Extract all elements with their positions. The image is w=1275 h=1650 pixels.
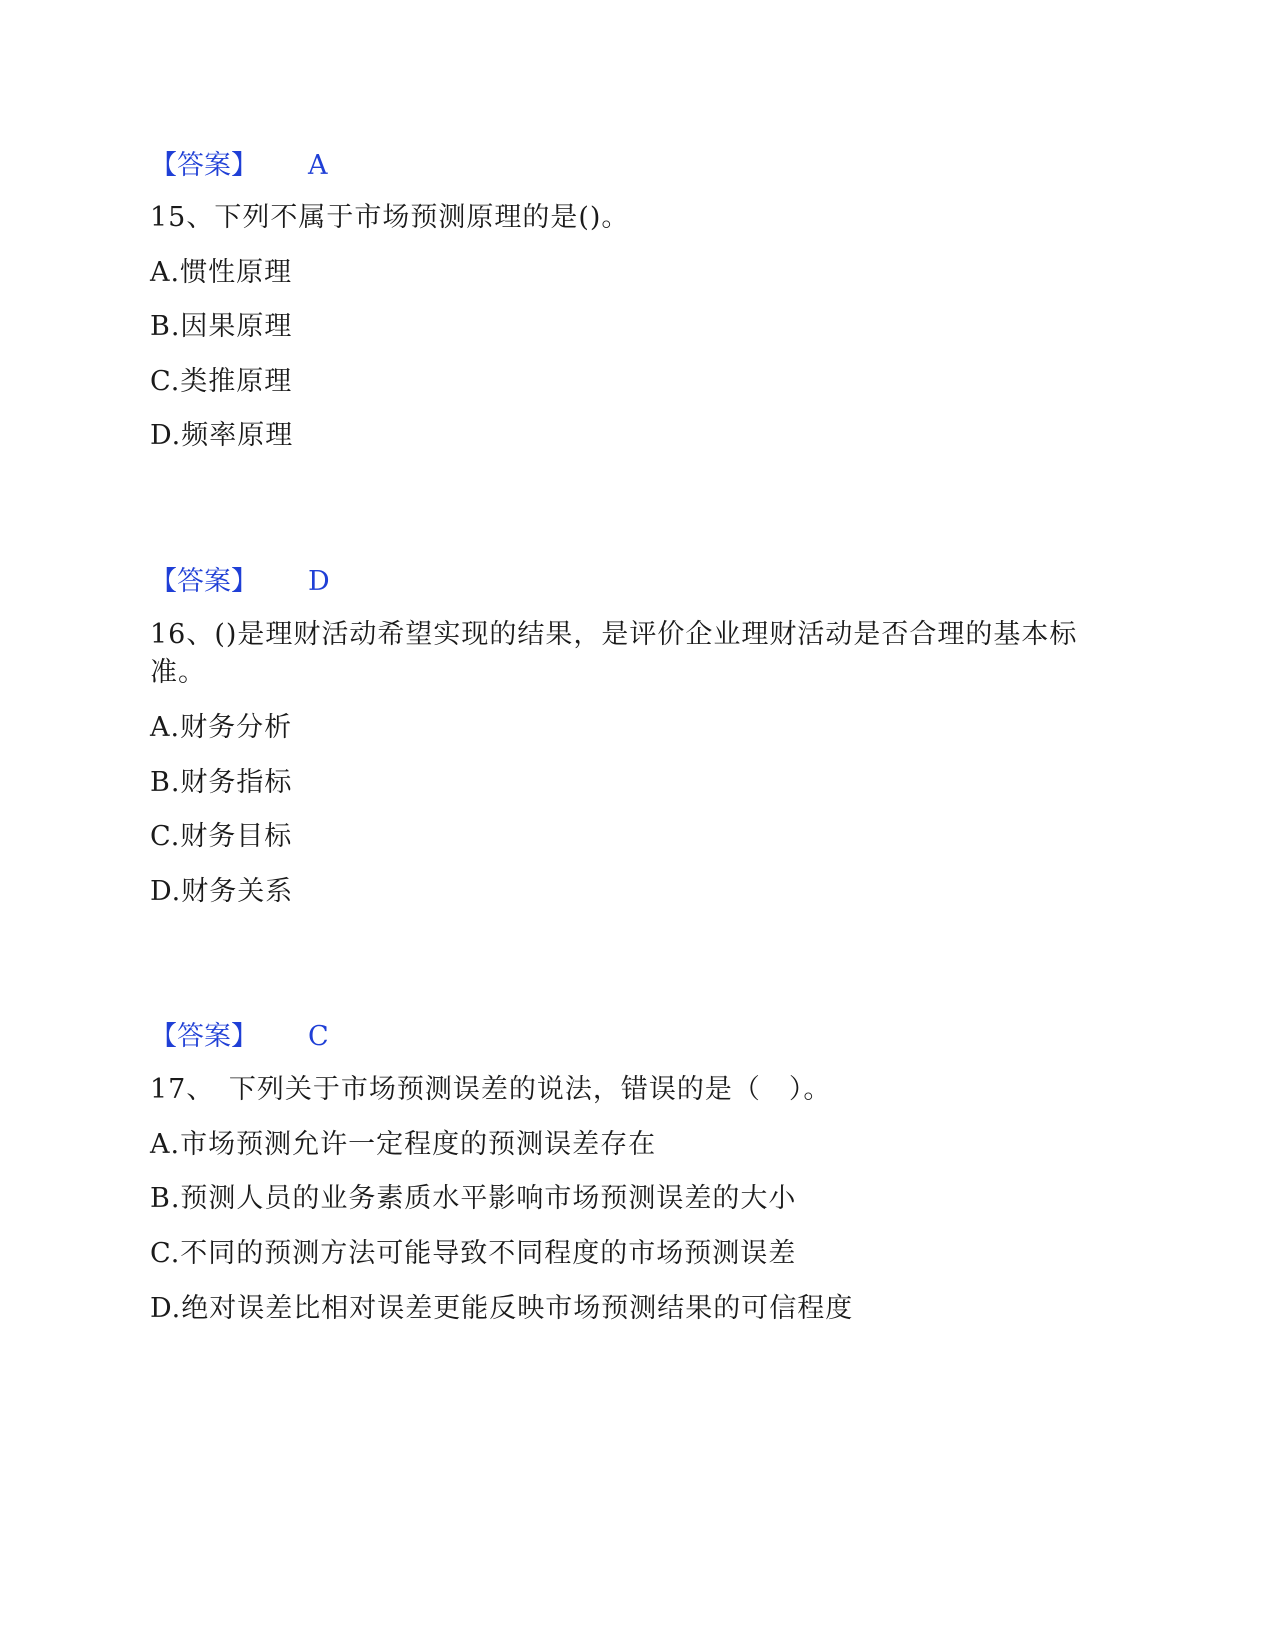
question-15: 15、下列不属于市场预测原理的是()。 xyxy=(150,202,630,233)
question-17: 17、 下列关于市场预测误差的说法，错误的是（ ）。 xyxy=(150,1074,832,1105)
option-a: A.惯性原理 xyxy=(150,257,293,288)
option-a: A.财务分析 xyxy=(150,712,293,743)
answer-line xyxy=(150,146,328,186)
option-b: B.预测人员的业务素质水平影响市场预测误差的大小 xyxy=(150,1183,797,1214)
option-a: A.市场预测允许一定程度的预测误差存在 xyxy=(150,1129,657,1160)
option-d: D.财务关系 xyxy=(150,876,294,907)
answer-label: 【答案】 xyxy=(150,150,258,181)
question-16-line2: 准。 xyxy=(150,657,206,688)
answer-label: 【答案】 xyxy=(150,1021,258,1052)
option-b: B.财务指标 xyxy=(150,767,293,798)
option-c: C.类推原理 xyxy=(150,366,293,397)
answer-line xyxy=(150,1017,329,1057)
option-d: D.频率原理 xyxy=(150,420,294,451)
question-16-line1: 16、()是理财活动希望实现的结果，是评价企业理财活动是否合理的基本标 xyxy=(150,619,1078,650)
answer-label: 【答案】 xyxy=(150,566,258,597)
option-d: D.绝对误差比相对误差更能反映市场预测结果的可信程度 xyxy=(150,1293,854,1324)
answer-letter: C xyxy=(308,1021,329,1052)
option-c: C.不同的预测方法可能导致不同程度的市场预测误差 xyxy=(150,1238,797,1269)
option-c: C.财务目标 xyxy=(150,821,293,852)
answer-line xyxy=(150,562,330,602)
option-b: B.因果原理 xyxy=(150,311,293,342)
answer-letter: D xyxy=(308,566,330,597)
answer-letter: A xyxy=(308,150,328,181)
